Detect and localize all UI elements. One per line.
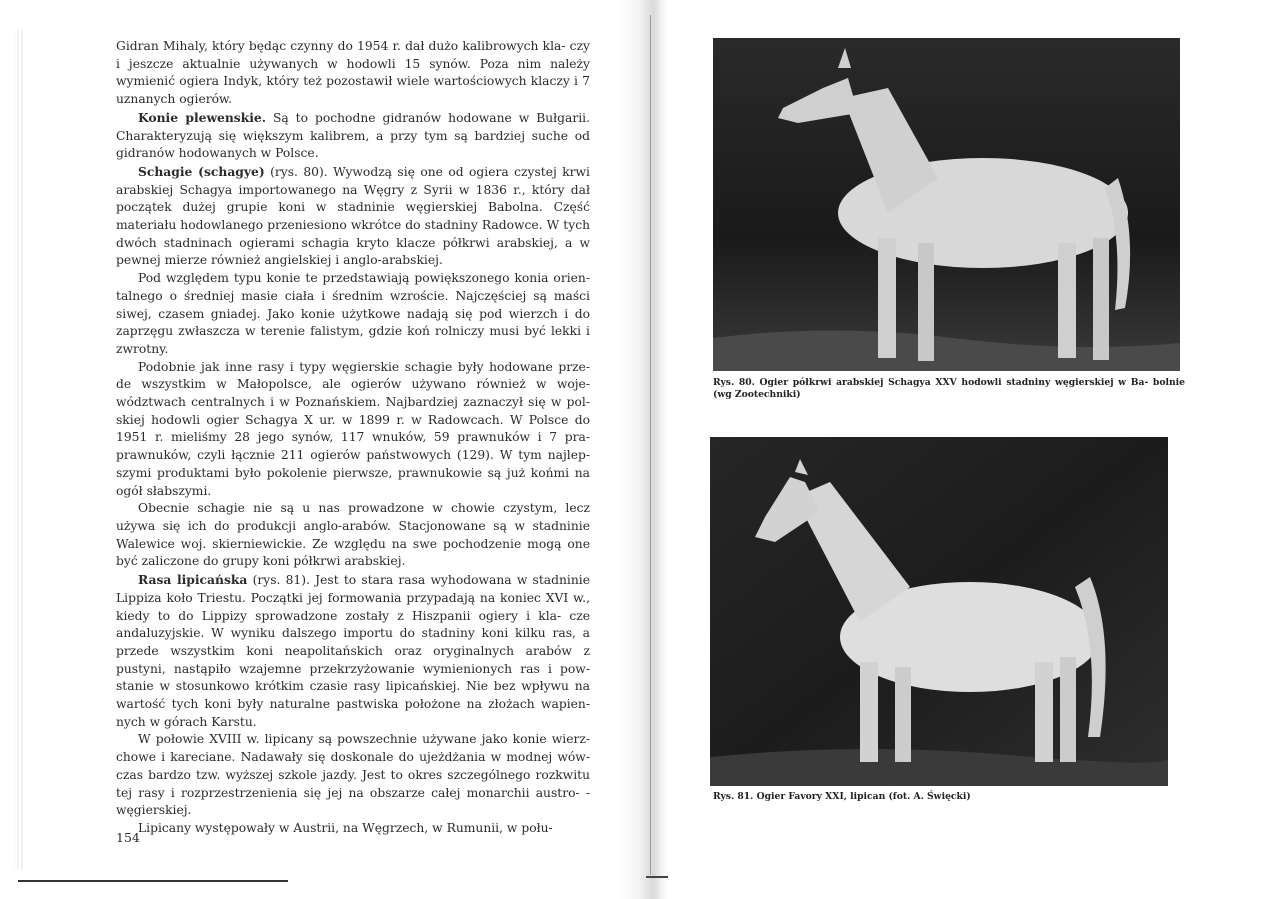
page-edge bbox=[14, 30, 24, 870]
paragraph: Pod względem typu konie te przedstawiają powiększonego konia orien- talnego o średniej masie ciała i średnim wzroście. Najczęściej są maści siwej, czasem gniadej. Jako konie użytkowe nadają się pod wierzch i do zaprzęgu zwłaszcza w terenie falistym, gdzie koń rolniczy musi być lekki i zwrotny. bbox=[116, 271, 590, 356]
paragraph: Podobnie jak inne rasy i typy węgierskie schagie były hodowane prze- de wszystkim w Małopolsce, ale ogierów używano również w woje- wództwach centralnych i w Poznańskiem. Najbardziej zaznaczył się w pol- skiej hodowli ogier Schagya X ur. w 1899 r. w Radowcach. W Polsce do 1951 r. mieliśmy 28 jego synów, 117 wnuków, 59 prawnuków i 7 pra- prawnuków, czyli łącznie 211 ogierów państwowych (129). W tym najlep- szymi produktami było pokolenie pierwsze, prawnukowie są już końmi na ogół słabszymi. bbox=[116, 359, 590, 498]
paragraph-lead: Konie plewenskie. bbox=[138, 109, 267, 125]
horse-photo-icon bbox=[710, 437, 1168, 786]
book-gutter bbox=[620, 0, 668, 899]
figure-81-horse-photo bbox=[710, 437, 1168, 786]
gutter-mark bbox=[646, 876, 668, 878]
footer-rule bbox=[18, 880, 288, 882]
gutter-line bbox=[650, 15, 651, 875]
figure-81-caption: Rys. 81. Ogier Favory XXI, lipican (fot. A. Święcki) bbox=[713, 791, 971, 802]
paragraph: Gidran Mihaly, który będąc czynny do 1954 r. dał dużo kalibrowych kla- czy i jeszcze aktualnie używanych w hodowli 15 synów. Poza nim należy wymienić ogiera Indyk, który też pozostawił wiele wartościowych klaczy i 7 uznanych ogierów. bbox=[116, 39, 590, 107]
paragraph-lead: Rasa lipicańska bbox=[138, 572, 248, 588]
paragraph: W połowie XVIII w. lipicany są powszechnie używane jako konie wierz- chowe i kareciane. Nadawały się doskonale do ujeżdżania w modnej wów- czas bardzo tzw. wyższej szkole jazdy. Jest to okres szczególnego rozkwitu tej rasy i rozprzestrzenienia się jej na obszarze całej monarchii austro- -węgierskiej. bbox=[116, 732, 590, 818]
horse-photo-icon bbox=[713, 38, 1180, 371]
figure-80-horse-photo bbox=[713, 38, 1180, 371]
paragraph: Obecnie schagie nie są u nas prowadzone w chowie czystym, lecz używa się ich do produkcji anglo-arabów. Stacjonowane są w stadninie Walewice woj. skierniewickie. Ze względu na swe pochodzenie mogą one być zaliczone do grupy koni półkrwi arabskiej. bbox=[116, 501, 590, 569]
paragraph: Schagie (schagye) (rys. 80). Wywodzą się one od ogiera czystej krwi arabskiej Schagya importowanego na Węgry z Syrii w 1836 r., który dał początek dużej grupie koni w stadninie węgierskiej Babolna. Część materiału hodowlanego przeniesiono wkrótce do stadniny Radowce. W tych dwóch stadninach ogierami schagia kryto klacze półkrwi arabskiej, a w pewnej mierze również angielskiej i anglo-arabskiej. bbox=[116, 163, 590, 268]
paragraph: Konie plewenskie. Są to pochodne gidranów hodowane w Bułgarii. Charakteryzują się większym kalibrem, a przy tym są bardziej suche od gidranów hodowanych w Polsce. bbox=[116, 109, 591, 161]
figure-80-caption: Rys. 80. Ogier półkrwi arabskiej Schagya XXV hodowli stadniny węgierskiej w Ba- bolnie (wg Zootechniki) bbox=[713, 377, 1185, 400]
paragraph: Lipicany występowały w Austrii, na Węgrzech, w Rumunii, w połu- bbox=[138, 820, 553, 835]
paragraph-lead: Schagie (schagye) bbox=[138, 163, 265, 179]
left-page-text bbox=[116, 38, 590, 838]
page-number: 154 bbox=[116, 830, 140, 845]
paragraph: Rasa lipicańska (rys. 81). Jest to stara rasa wyhodowana w stadninie Lippiza koło Triestu. Początki jej formowania przypadają na koniec XVI w., kiedy to do Lippizy sprowadzone zostały z Hiszpanii ogiery i kla- cze andaluzyjskie. W wyniku dalszego importu do stadniny koni kilku ras, a przede wszystkim koni neapolitańskich oraz oryginalnych arabów z pustyni, nastąpiło wzajemne przekrzyżowanie wymienionych ras i pow- stanie w stosunkowo krótkim czasie rasy lipicańskiej. Nie bez wpływu na wartość tych koni były naturalne pastwiska położone na złożach wapien- nych w górach Karstu. bbox=[116, 572, 590, 729]
